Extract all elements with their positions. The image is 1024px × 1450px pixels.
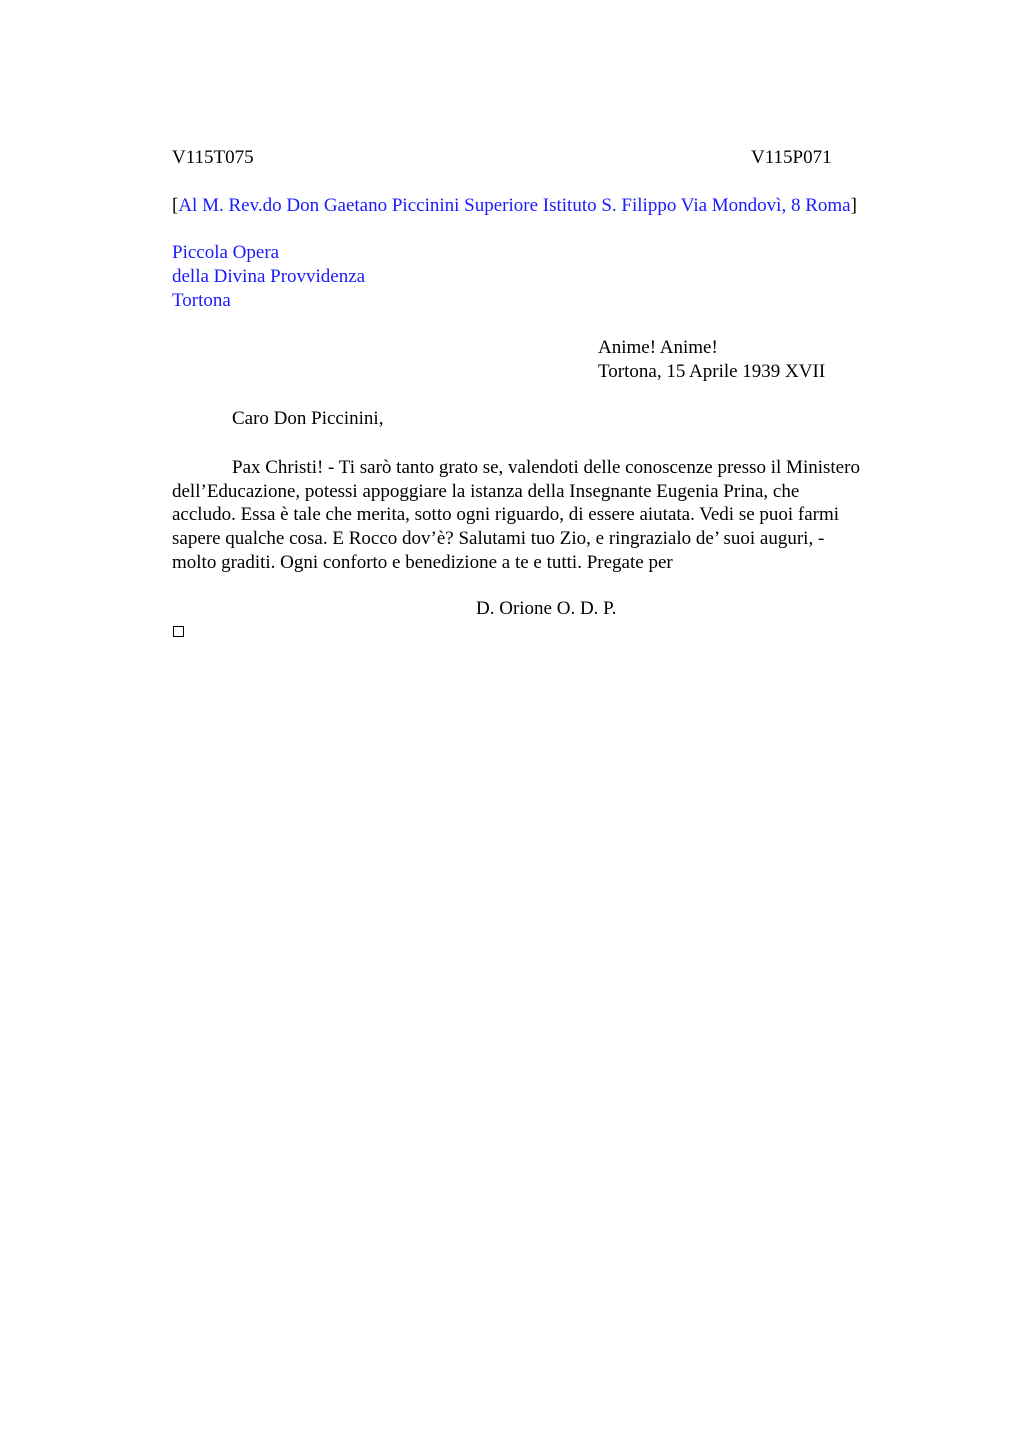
- address-open-bracket: [: [172, 195, 179, 216]
- recipient-address: [172, 194, 857, 218]
- letter-body: [172, 456, 924, 575]
- document-code-left: V115T075: [172, 147, 254, 168]
- letterhead-line: Tortona: [172, 290, 231, 311]
- empty-checkbox-icon: [173, 626, 184, 637]
- address-text: Al M. Rev.do Don Gaetano Piccinini Superiore Istituto S. Filippo Via Mondovì, 8 Roma: [178, 195, 851, 216]
- body-line: Pax Christi! - Ti sarò tanto grato se, valendoti delle conoscenze presso il Ministero: [232, 457, 860, 478]
- salutation: Caro Don Piccinini,: [232, 408, 384, 429]
- signature: D. Orione O. D. P.: [476, 598, 617, 619]
- body-line: molto graditi. Ogni conforto e benedizione a te e tutti. Pregate per: [172, 551, 673, 573]
- body-line: sapere qualche cosa. E Rocco dov’è? Salutami tuo Zio, e ringrazialo de’ suoi auguri, -: [172, 528, 825, 550]
- letterhead-line: della Divina Provvidenza: [172, 266, 366, 287]
- date: Tortona, 15 Aprile 1939 XVII: [598, 361, 826, 382]
- body-line: dell’Educazione, potessi appoggiare la istanza della Insegnante Eugenia Prina, che: [172, 480, 800, 502]
- dateline: [598, 336, 825, 384]
- body-line: accludo. Essa è tale che merita, sotto ogni riguardo, di essere aiutata. Vedi se puoi farmi: [172, 504, 840, 526]
- address-close-bracket: ]: [850, 195, 857, 216]
- motto: Anime! Anime!: [598, 337, 718, 358]
- letterhead-line: Piccola Opera: [172, 242, 280, 263]
- document-code-right: V115P071: [751, 147, 832, 168]
- letterhead: [172, 241, 365, 313]
